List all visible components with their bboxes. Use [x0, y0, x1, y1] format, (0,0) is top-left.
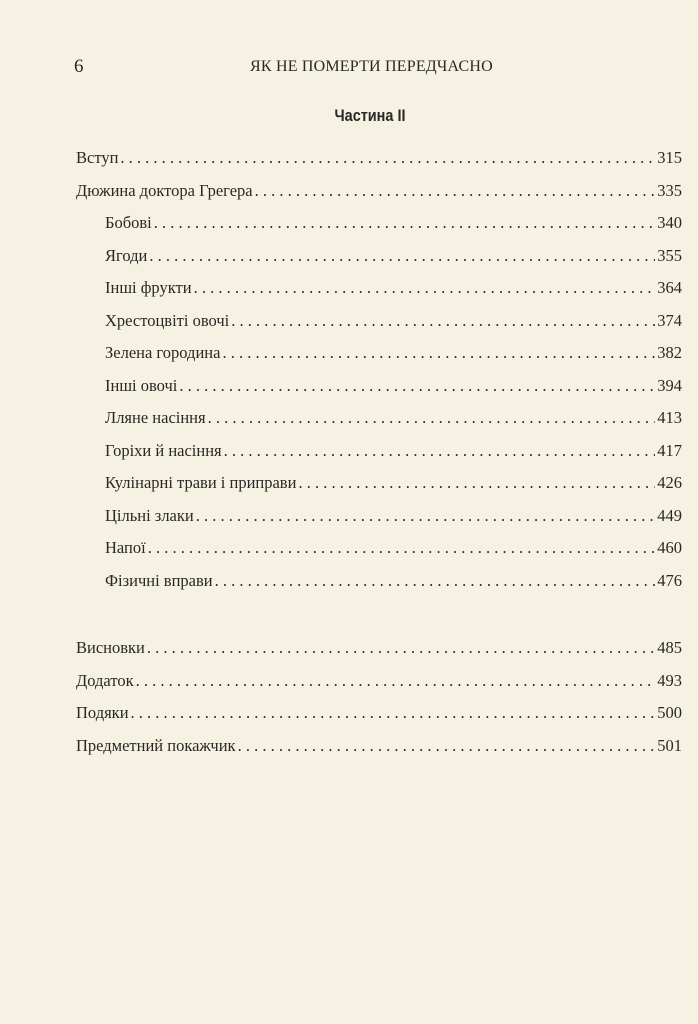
- toc-entry: [76, 246, 682, 279]
- dot-leader: [222, 343, 655, 363]
- toc-entry-title: Напої: [105, 538, 146, 557]
- dot-leader: [215, 571, 656, 591]
- dot-leader: [196, 506, 656, 526]
- toc-entry-title: Лляне насіння: [105, 408, 206, 427]
- toc-entry-title: Цільні злаки: [105, 505, 194, 525]
- toc-entry-title: Інші овочі: [105, 375, 178, 395]
- toc-entry-page: 413: [657, 408, 682, 427]
- toc-entry: [76, 671, 682, 704]
- running-header-title: ЯК НЕ ПОМЕРТИ ПЕРЕДЧАСНО: [250, 58, 493, 75]
- toc-entry-title: Вступ: [76, 148, 119, 167]
- toc-entry-title: Бобові: [105, 213, 152, 232]
- part-title: Частина II: [334, 106, 406, 125]
- toc-entry: [76, 278, 682, 311]
- toc-entry-page: 449: [657, 505, 682, 525]
- toc-entry-page: 476: [657, 570, 682, 590]
- toc-entry-page: 374: [657, 310, 682, 330]
- toc-entry-page: 355: [657, 245, 682, 265]
- toc-entry: [76, 213, 682, 246]
- toc-entry-page: 417: [657, 440, 682, 460]
- toc-entry: [76, 571, 682, 604]
- dot-leader: [179, 376, 655, 396]
- toc-entry: [76, 506, 682, 539]
- toc-entry-title: Предметний покажчик: [76, 735, 236, 755]
- toc-entry-page: 394: [657, 375, 682, 395]
- dot-leader: [231, 311, 655, 331]
- dot-leader: [154, 213, 656, 233]
- toc-entry: [76, 181, 682, 214]
- dot-leader: [136, 671, 656, 691]
- toc-entry-page: 335: [657, 180, 682, 200]
- dot-leader: [120, 148, 655, 168]
- toc-entry: [76, 638, 682, 671]
- toc-entry-title: Горіхи й насіння: [105, 440, 222, 460]
- toc-entry-title: Інші фрукти: [105, 278, 192, 297]
- toc-entry: [76, 376, 682, 409]
- dot-leader: [148, 538, 656, 558]
- dot-leader: [208, 408, 656, 428]
- toc-entry-page: 364: [657, 278, 682, 297]
- dot-leader: [147, 638, 655, 658]
- toc-entry: [76, 408, 682, 441]
- toc-entry-title: Додаток: [76, 670, 134, 690]
- toc-entry-title: Подяки: [76, 703, 129, 722]
- toc-entry: [76, 148, 682, 181]
- table-of-contents: [76, 148, 682, 768]
- toc-entry-title: Фізичні вправи: [105, 570, 213, 590]
- toc-entry-title: Зелена городина: [105, 343, 221, 362]
- toc-entry-page: 426: [657, 473, 682, 492]
- toc-entry: [76, 343, 682, 376]
- page-number: 6: [74, 56, 84, 77]
- toc-entry-title: Хрестоцвіті овочі: [105, 310, 230, 330]
- toc-entry-title: Висновки: [76, 638, 145, 657]
- toc-entry-title: Дюжина доктора Грегера: [76, 180, 253, 200]
- toc-entry-page: 460: [657, 538, 682, 557]
- toc-entry-page: 485: [657, 638, 682, 657]
- dot-leader: [298, 473, 655, 493]
- dot-leader: [238, 736, 656, 756]
- toc-entry: [76, 473, 682, 506]
- dot-leader: [224, 441, 656, 461]
- toc-entry-page: 493: [657, 670, 682, 690]
- toc-entry: [76, 538, 682, 571]
- toc-entry: [76, 703, 682, 736]
- toc-entry-page: 315: [657, 148, 682, 167]
- toc-entry-page: 382: [657, 343, 682, 362]
- toc-entry-title: Кулінарні трави і приправи: [105, 473, 297, 492]
- toc-entry: [76, 311, 682, 344]
- toc-entry-page: 340: [657, 213, 682, 232]
- dot-leader: [131, 703, 656, 723]
- toc-entry-title: Ягоди: [105, 245, 148, 265]
- dot-leader: [149, 246, 655, 266]
- toc-entry-page: 500: [657, 703, 682, 722]
- toc-entry: [76, 441, 682, 474]
- toc-entry-page: 501: [657, 735, 682, 755]
- dot-leader: [194, 278, 656, 298]
- toc-entry: [76, 736, 682, 769]
- dot-leader: [255, 181, 656, 201]
